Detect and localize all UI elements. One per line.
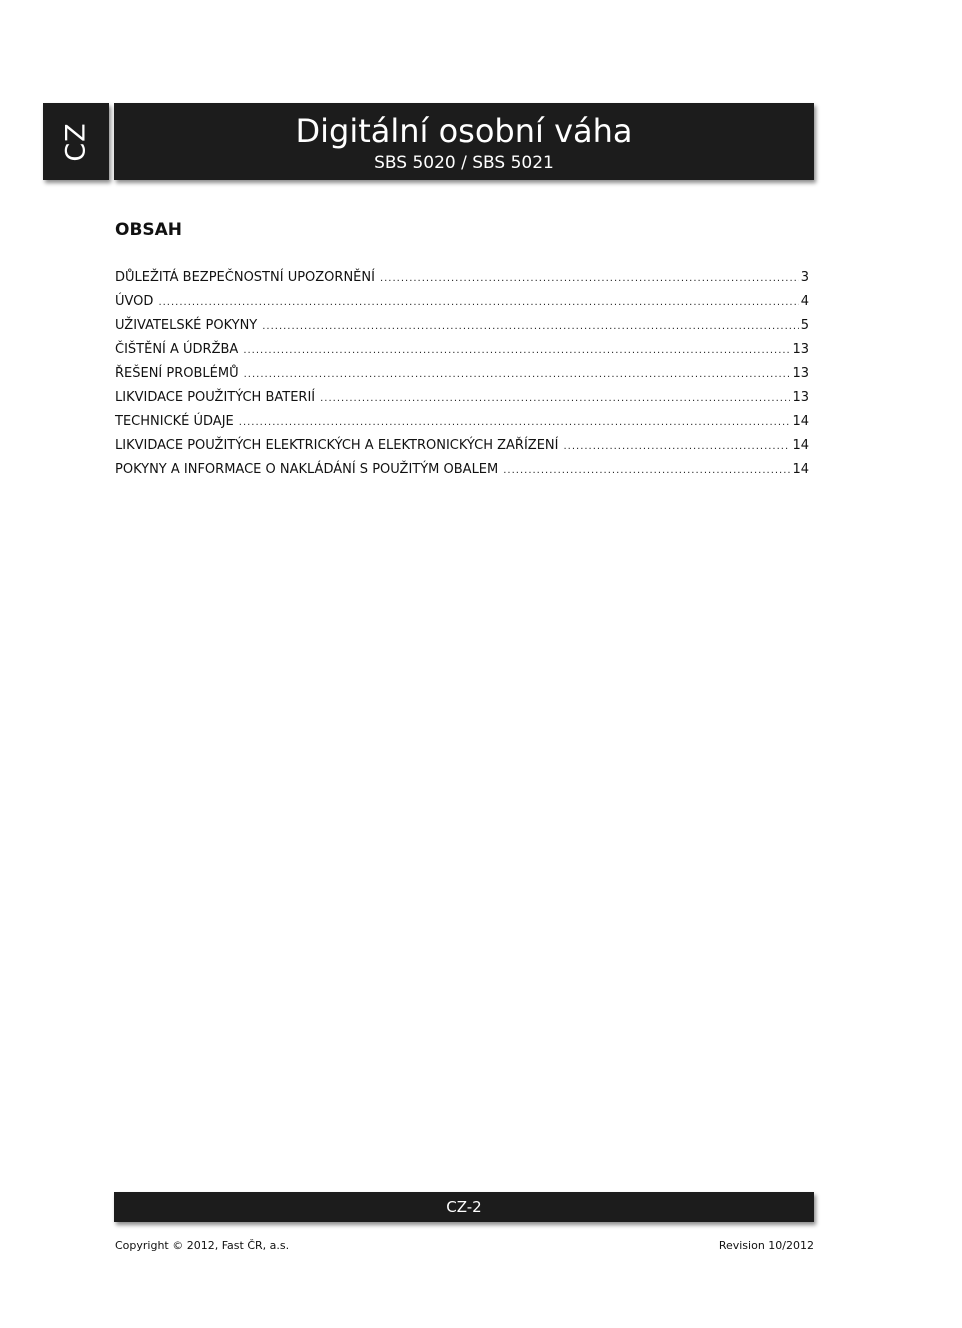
toc-entry-page: 3: [800, 270, 809, 285]
toc-entry-page: 14: [792, 414, 809, 429]
toc-entry-page: 13: [792, 390, 809, 405]
toc-entry-label: LIKVIDACE POUŽITÝCH BATERIÍ: [115, 390, 316, 405]
toc-entry[interactable]: [115, 316, 809, 340]
toc-entry-label: ČIŠTĚNÍ A ÚDRŽBA: [115, 342, 239, 357]
document-subtitle: SBS 5020 / SBS 5021: [374, 153, 554, 173]
copyright-notice: Copyright © 2012, Fast ČR, a.s.: [115, 1239, 290, 1252]
page-number-band: [114, 1192, 814, 1222]
toc-entry-label: DŮLEŽITÁ BEZPEČNOSTNÍ UPOZORNĚNÍ: [115, 270, 375, 285]
toc-entry-page: 14: [792, 462, 809, 477]
toc-dot-leader: [158, 293, 798, 313]
toc-entry-label: UŽIVATELSKÉ POKYNY: [115, 318, 258, 333]
toc-entry-page: 13: [792, 366, 809, 381]
page-number: CZ-2: [446, 1198, 482, 1216]
toc-entry[interactable]: [115, 340, 809, 364]
toc-entry-page: 13: [792, 342, 809, 357]
toc-heading: OBSAH: [115, 220, 183, 240]
toc-entry-label: LIKVIDACE POUŽITÝCH ELEKTRICKÝCH A ELEKTRONICKÝCH ZAŘÍZENÍ: [115, 438, 559, 453]
toc-entry[interactable]: [115, 436, 809, 460]
toc-entry-label: ÚVOD: [115, 294, 154, 309]
toc-entry[interactable]: [115, 364, 809, 388]
toc-entry-label: POKYNY A INFORMACE O NAKLÁDÁNÍ S POUŽITÝM OBALEM: [115, 462, 499, 477]
toc-dot-leader: [239, 413, 791, 433]
toc-dot-leader: [262, 317, 798, 337]
toc-entry[interactable]: [115, 388, 809, 412]
document-title: Digitální osobní váha: [295, 112, 633, 150]
toc-entry-label: TECHNICKÉ ÚDAJE: [115, 414, 234, 429]
toc-entry-page: 14: [792, 438, 809, 453]
table-of-contents: [115, 268, 809, 484]
toc-dot-leader: [320, 389, 790, 409]
toc-entry[interactable]: [115, 268, 809, 292]
title-band: [114, 103, 814, 180]
toc-entry[interactable]: [115, 292, 809, 316]
toc-entry-page: 5: [800, 318, 809, 333]
toc-entry-page: 4: [800, 294, 809, 309]
toc-dot-leader: [243, 341, 790, 361]
toc-dot-leader: [244, 365, 791, 385]
toc-dot-leader: [563, 437, 790, 457]
toc-entry[interactable]: [115, 460, 809, 484]
language-code: CZ: [60, 121, 92, 162]
revision-label: Revision 10/2012: [718, 1239, 814, 1252]
toc-dot-leader: [380, 269, 799, 289]
toc-dot-leader: [503, 461, 790, 481]
language-tab: [43, 103, 109, 180]
toc-entry-label: ŘEŠENÍ PROBLÉMŮ: [115, 366, 239, 381]
toc-entry[interactable]: [115, 412, 809, 436]
